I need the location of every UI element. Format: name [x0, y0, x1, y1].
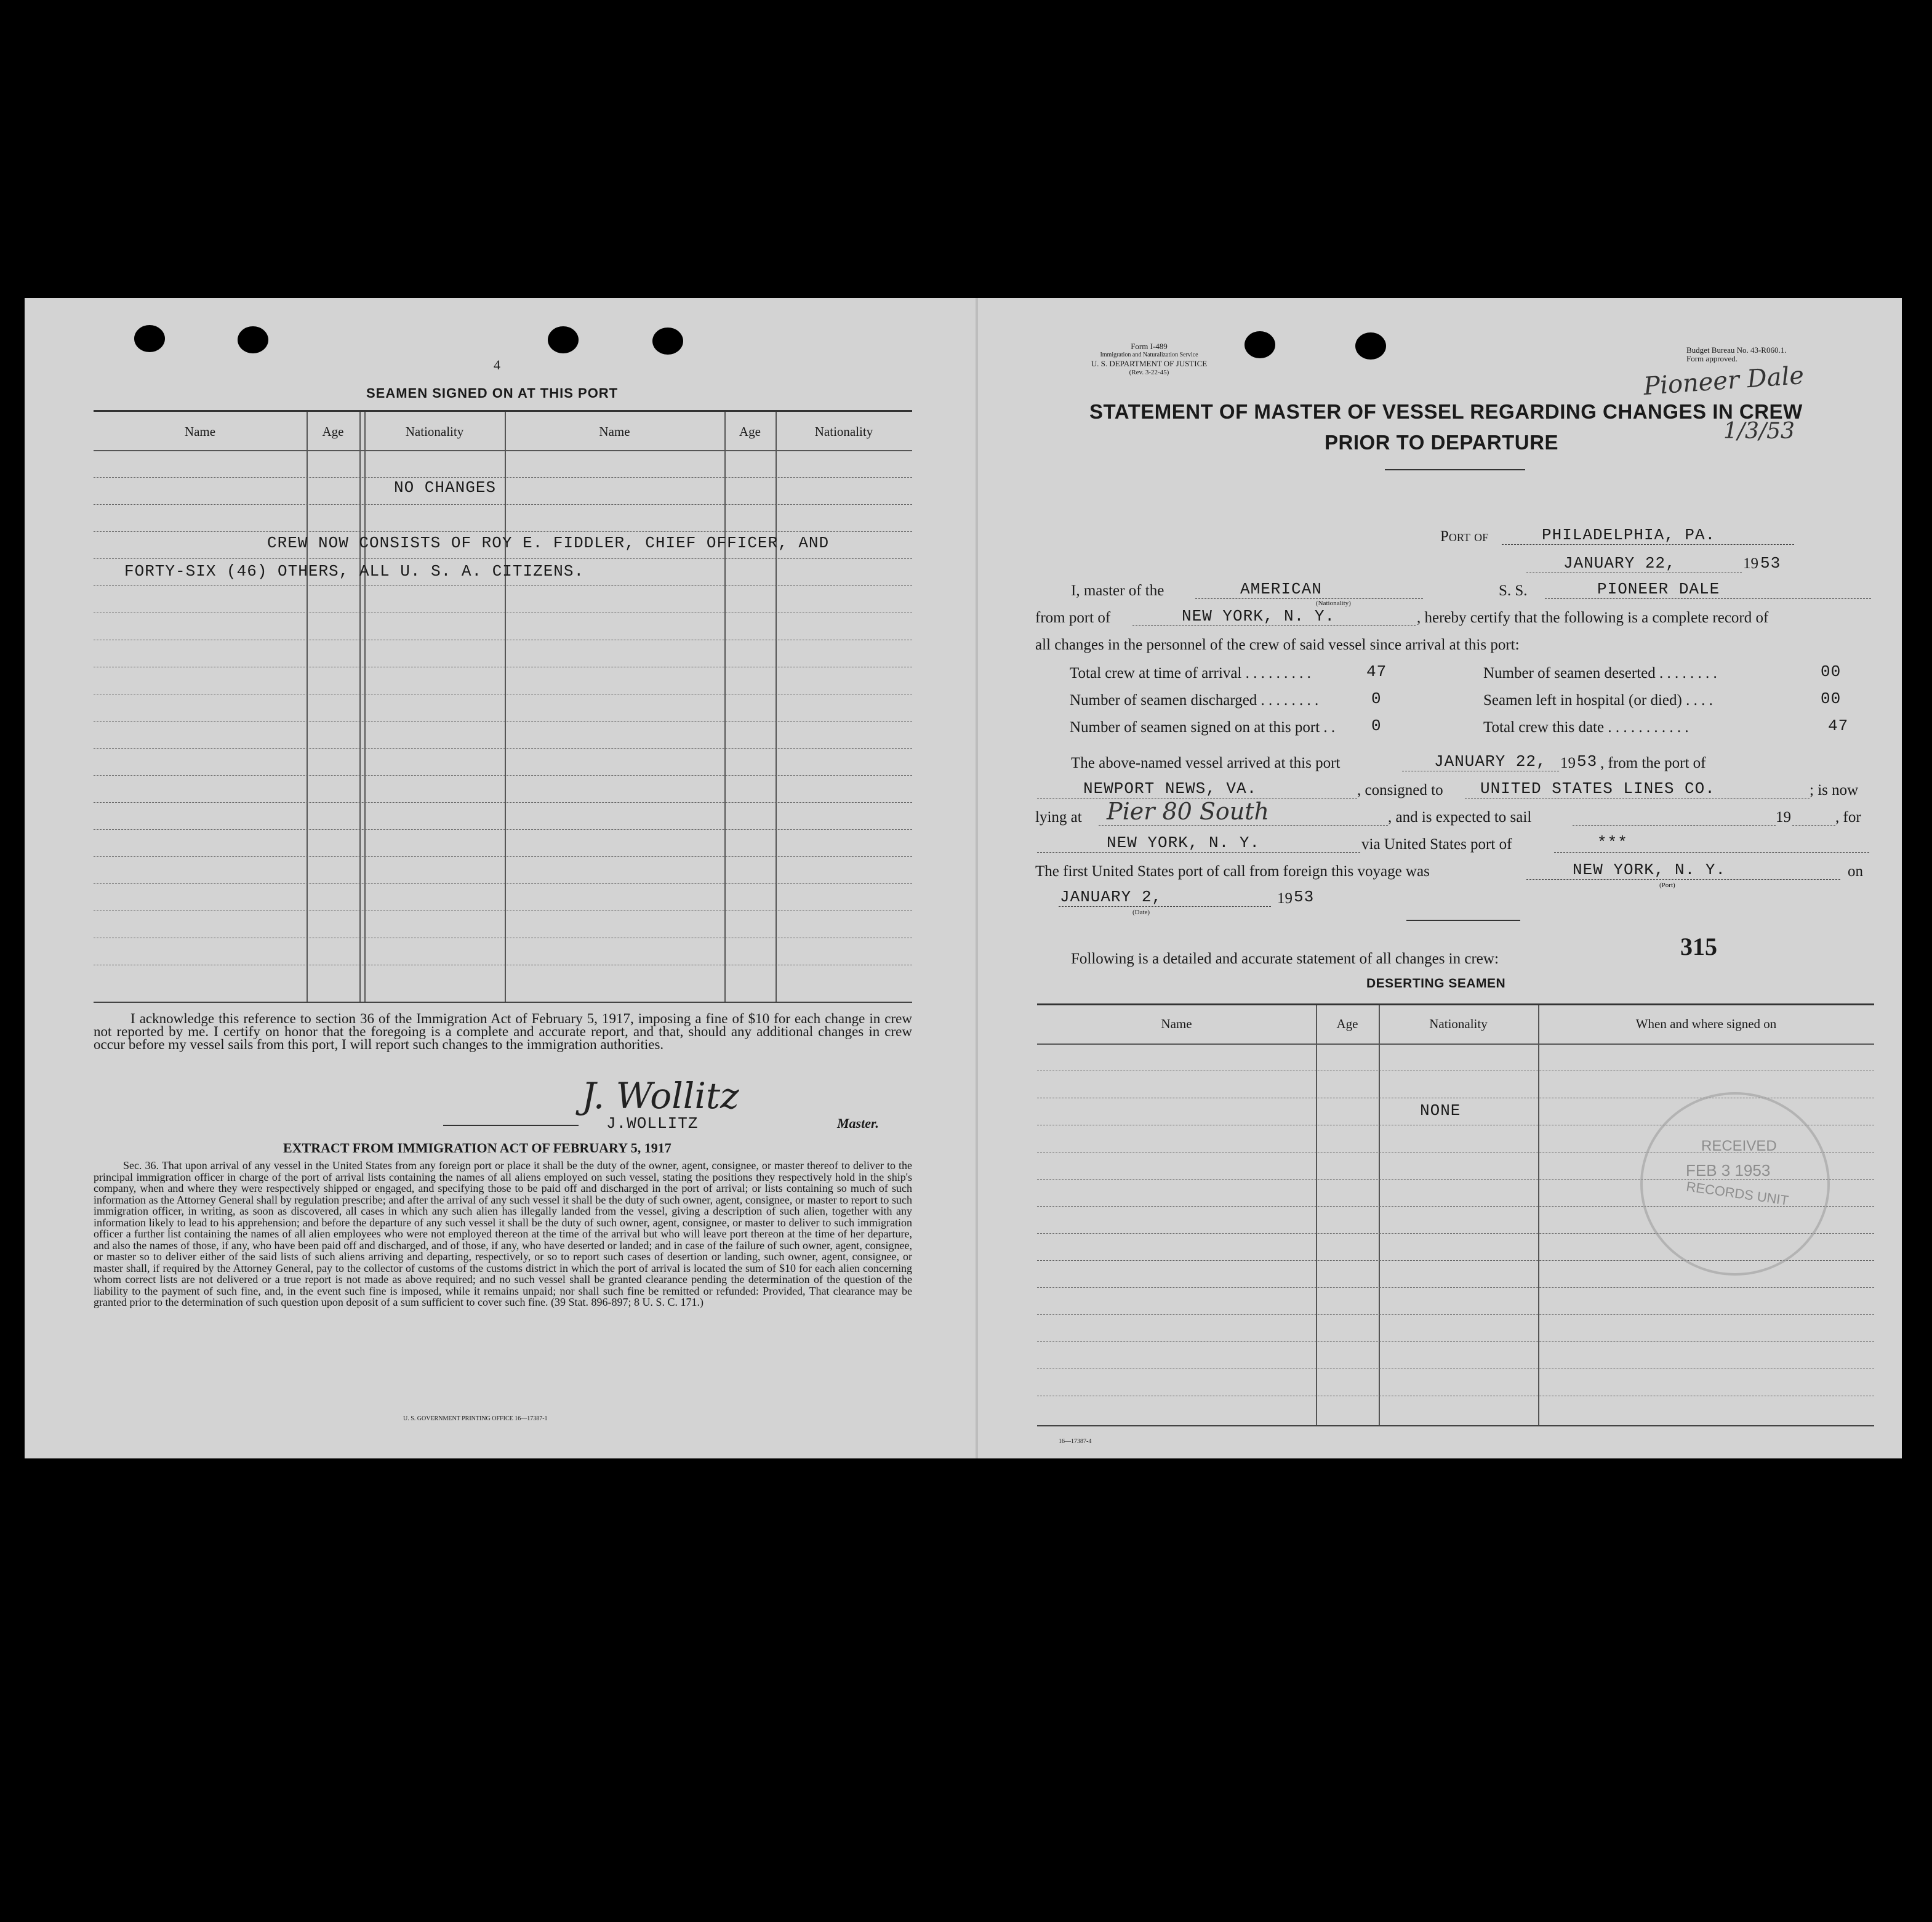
ship-name: PIONEER DALE	[1597, 580, 1720, 598]
deserting-heading: DESERTING SEAMEN	[1366, 976, 1506, 991]
col-header-nationality: Nationality	[405, 424, 464, 439]
stat-hospital: Seamen left in hospital (or died) . . . . 00	[1483, 690, 1842, 709]
destination-line	[1037, 852, 1360, 853]
handwritten-date-note: 1/3/53	[1723, 419, 1795, 444]
stamp-received: RECEIVED	[1701, 1138, 1777, 1154]
seamen-signed-on-table	[94, 410, 912, 1003]
extract-text: Sec. 36. That upon arrival of any vessel in the United States from any foreign port or place it shall be the duty of the owner, agent, consignee, or master thereof to deliver to the principal immigration officer in charge of the port of arrival lists containing the names of all aliens employed on such vessel, stating the positions they respectively hold in the ship's company, when and where they were respectively shipped or engaged, and specifying those to be paid off and discharged in the port of arrival; or lists containing so much of such information as the Attorney General shall by regulation prescribe; and after the arrival of any such vessel it shall be the duty of such owner, agent, consignee, or master to report to such immigration officer, in writing, as soon as discovered, all cases in which any such alien has illegally landed from the vessel, giving a description of such alien, together with any information likely to lead to his apprehension; and before the departure of any such vessel it shall be the duty of such owner, agent, consignee, or master to deliver to such immigration officer a further list containing the names of all alien employees who were not employed thereon at the time of the arrival but who will leave port thereon at the time of her departure, and also the names of those, if any, who have been paid off and discharged, and of those, if any, who have deserted or landed; and in case of the failure of such owner, agent, consignee, or master so to deliver either of the said lists of such aliens arriving and departing, respectively, or so to report such cases of desertion or landing, such owner, agent, consignee, or master shall, if required by the Attorney General, pay to the collector of customs of the customs district in which the port of arrival is located the sum of $10 for each alien concerning whom correct lists are not delivered or a true report is not made as above required; and no such vessel shall be granted clearance pending the determination of the question of the liability to the payment of such fine, and, in the event such fine is imposed, while it remains unpaid; nor shall such fine be remitted or refunded: Provided, That clearance may be granted prior to the determination of such question upon deposit of a sum sufficient to cover such fine. (39 Stat. 896-897; 8 U. S. C. 171.)	[94, 1159, 912, 1308]
stat-value: 0	[1371, 690, 1382, 708]
department-name: U. S. DEPARTMENT OF JUSTICE	[1091, 359, 1208, 368]
stat-value: 47	[1366, 662, 1387, 681]
all-changes-text: all changes in the personnel of the crew of said vessel since arrival at this port:	[1035, 637, 1520, 653]
signature-line	[443, 1125, 579, 1126]
nationality-caption: (Nationality)	[1316, 600, 1351, 607]
printing-code: 16—17387-4	[1059, 1438, 1092, 1445]
lying-at-line	[1099, 825, 1388, 826]
revision: (Rev. 3-22-45)	[1129, 369, 1169, 376]
from-port-line	[1132, 625, 1416, 626]
destination: NEW YORK, N. Y.	[1107, 834, 1261, 852]
consignee: UNITED STATES LINES CO.	[1480, 779, 1715, 798]
stat-value: 00	[1821, 662, 1842, 681]
first-port-value: NEW YORK, N. Y.	[1573, 861, 1726, 879]
is-now-text: ; is now	[1810, 782, 1859, 798]
sail-year-prefix: 19	[1776, 809, 1791, 826]
col-header-name-2: Name	[599, 424, 630, 439]
document-sheet	[25, 298, 1902, 1458]
for-text: , for	[1835, 809, 1861, 826]
stat-label: Number of seamen discharged	[1070, 692, 1257, 709]
stat-label: Number of seamen signed on at this port	[1070, 719, 1320, 736]
service-name: Immigration and Naturalization Service	[1100, 352, 1198, 358]
stat-label: Number of seamen deserted	[1483, 665, 1656, 682]
punch-hole	[652, 328, 683, 355]
from-port-value: NEW YORK, N. Y.	[1182, 607, 1336, 625]
page-fold	[976, 298, 978, 1458]
arrived-date: JANUARY 22,	[1434, 752, 1547, 771]
printing-office: U. S. GOVERNMENT PRINTING OFFICE 16—17387-1	[403, 1415, 548, 1422]
ship-name-line	[1545, 598, 1871, 599]
stamp-date: FEB 3 1953	[1686, 1161, 1771, 1180]
port-value: PHILADELPHIA, PA.	[1542, 526, 1716, 544]
stat-value: 00	[1821, 690, 1842, 708]
sail-year-line	[1792, 825, 1835, 826]
col-header-name: Name	[184, 424, 216, 439]
punch-hole	[134, 325, 165, 352]
budget-number: Budget Bureau No. 43-R060.1.	[1686, 345, 1787, 355]
stamp-unit: RECORDS UNIT	[1685, 1178, 1790, 1208]
no-changes-entry: NO CHANGES	[394, 478, 497, 497]
col-header-age-2: Age	[739, 424, 761, 439]
handwritten-ship-note: Pioneer Dale	[1642, 361, 1805, 401]
punch-hole	[1355, 332, 1386, 360]
master-of-label: I, master of the	[1071, 582, 1164, 599]
signature-typed: J.WOLLITZ	[606, 1114, 699, 1133]
col-header-when-where: When and where signed on	[1635, 1016, 1777, 1031]
ss-label: S. S.	[1499, 582, 1528, 599]
col-header-age: Age	[322, 424, 344, 439]
stat-signed-on: Number of seamen signed on at this port . . 0	[1070, 717, 1382, 736]
col-header-nationality: Nationality	[1429, 1016, 1488, 1031]
stat-value: 47	[1828, 717, 1849, 735]
expected-sail-text: , and is expected to sail	[1388, 809, 1532, 826]
short-rule	[1406, 920, 1520, 921]
from-port-of-text: , from the port of	[1600, 755, 1706, 771]
date-value: JANUARY 22,	[1563, 554, 1676, 573]
arrived-text: The above-named vessel arrived at this port	[1071, 755, 1341, 771]
col-header-age: Age	[1336, 1016, 1358, 1031]
first-port-text: The first United States port of call from foreign this voyage was	[1035, 863, 1430, 880]
lying-at-text: lying at	[1035, 809, 1082, 826]
left-heading: SEAMEN SIGNED ON AT THIS PORT	[366, 385, 619, 401]
first-port-year-prefix: 19	[1277, 890, 1293, 907]
stat-total-arrival: Total crew at time of arrival . . . . . . . . . 47	[1070, 662, 1387, 682]
stat-value: 0	[1371, 717, 1382, 735]
form-title-line-2: PRIOR TO DEPARTURE	[1325, 431, 1558, 454]
stat-total-date: Total crew this date . . . . . . . . . . . 47	[1483, 717, 1849, 736]
col-header-nationality-2: Nationality	[814, 424, 873, 439]
port-of-label: Port of	[1440, 528, 1489, 545]
arrived-year: 53	[1577, 752, 1598, 771]
stat-label: Total crew this date	[1483, 719, 1605, 736]
form-approved: Form approved.	[1686, 354, 1738, 363]
stat-label: Seamen left in hospital (or died)	[1483, 692, 1682, 709]
stat-discharged: Number of seamen discharged . . . . . . . . 0	[1070, 690, 1382, 709]
from-port-label: from port of	[1035, 609, 1111, 626]
date-caption: (Date)	[1132, 909, 1150, 916]
consigned-to-text: , consigned to	[1357, 782, 1443, 798]
first-port-line	[1526, 879, 1840, 880]
date-year-prefix: 19	[1743, 555, 1758, 572]
form-number: Form I-489	[1131, 342, 1168, 351]
extract-title: EXTRACT FROM IMMIGRATION ACT OF FEBRUARY 5, 1917	[283, 1140, 671, 1156]
form-title-line-1: STATEMENT OF MASTER OF VESSEL REGARDING CHANGES IN CREW	[1089, 400, 1803, 423]
punch-hole	[548, 326, 579, 353]
stat-deserted: Number of seamen deserted . . . . . . . . 00	[1483, 662, 1842, 682]
stat-label: Total crew at time of arrival	[1070, 665, 1242, 682]
lying-at-value: Pier 80 South	[1107, 798, 1270, 825]
title-rule	[1385, 469, 1525, 470]
stamped-number: 315	[1680, 933, 1717, 960]
budget-bureau	[1686, 346, 1786, 363]
port-line	[1502, 544, 1794, 545]
date-year: 53	[1760, 554, 1781, 573]
via-text: via United States port of	[1361, 836, 1512, 853]
none-entry: NONE	[1420, 1101, 1461, 1120]
crew-entry-line-1: CREW NOW CONSISTS OF ROY E. FIDDLER, CHIEF OFFICER, AND	[267, 534, 830, 552]
acknowledgment-text: I acknowledge this reference to section 36 of the Immigration Act of February 5, 1917, imposing a fine of $10 for each change in crew not reported by me. I certify on honor that the foregoing is a complete and accurate report, and that, should any additional changes in crew occur before my vessel sails from this port, I will report such changes to the immigration authorities.	[94, 1011, 912, 1052]
first-port-date-line	[1059, 906, 1271, 907]
certify-text: , hereby certify that the following is a complete record of	[1417, 609, 1769, 626]
port-caption: (Port)	[1659, 882, 1675, 889]
sail-date-line	[1573, 825, 1776, 826]
first-port-date: JANUARY 2,	[1060, 888, 1163, 906]
page-number: 4	[494, 357, 500, 372]
arrived-year-prefix: 19	[1560, 755, 1576, 771]
following-text: Following is a detailed and accurate statement of all changes in crew:	[1071, 951, 1499, 967]
master-label: Master.	[837, 1116, 879, 1131]
punch-hole	[238, 326, 268, 353]
signature-image: J. Wollitz	[582, 1075, 739, 1117]
via-line	[1554, 852, 1869, 853]
received-stamp	[1640, 1092, 1830, 1276]
col-header-name: Name	[1161, 1016, 1192, 1031]
nationality-value: AMERICAN	[1240, 580, 1322, 598]
arrived-from: NEWPORT NEWS, VA.	[1083, 779, 1257, 798]
nationality-line	[1195, 598, 1423, 599]
form-header	[1041, 342, 1257, 377]
via-value: ***	[1597, 834, 1628, 852]
on-text: on	[1848, 863, 1863, 880]
first-port-year: 53	[1294, 888, 1315, 906]
crew-entry-line-2: FORTY-SIX (46) OTHERS, ALL U. S. A. CITIZENS.	[124, 562, 585, 581]
